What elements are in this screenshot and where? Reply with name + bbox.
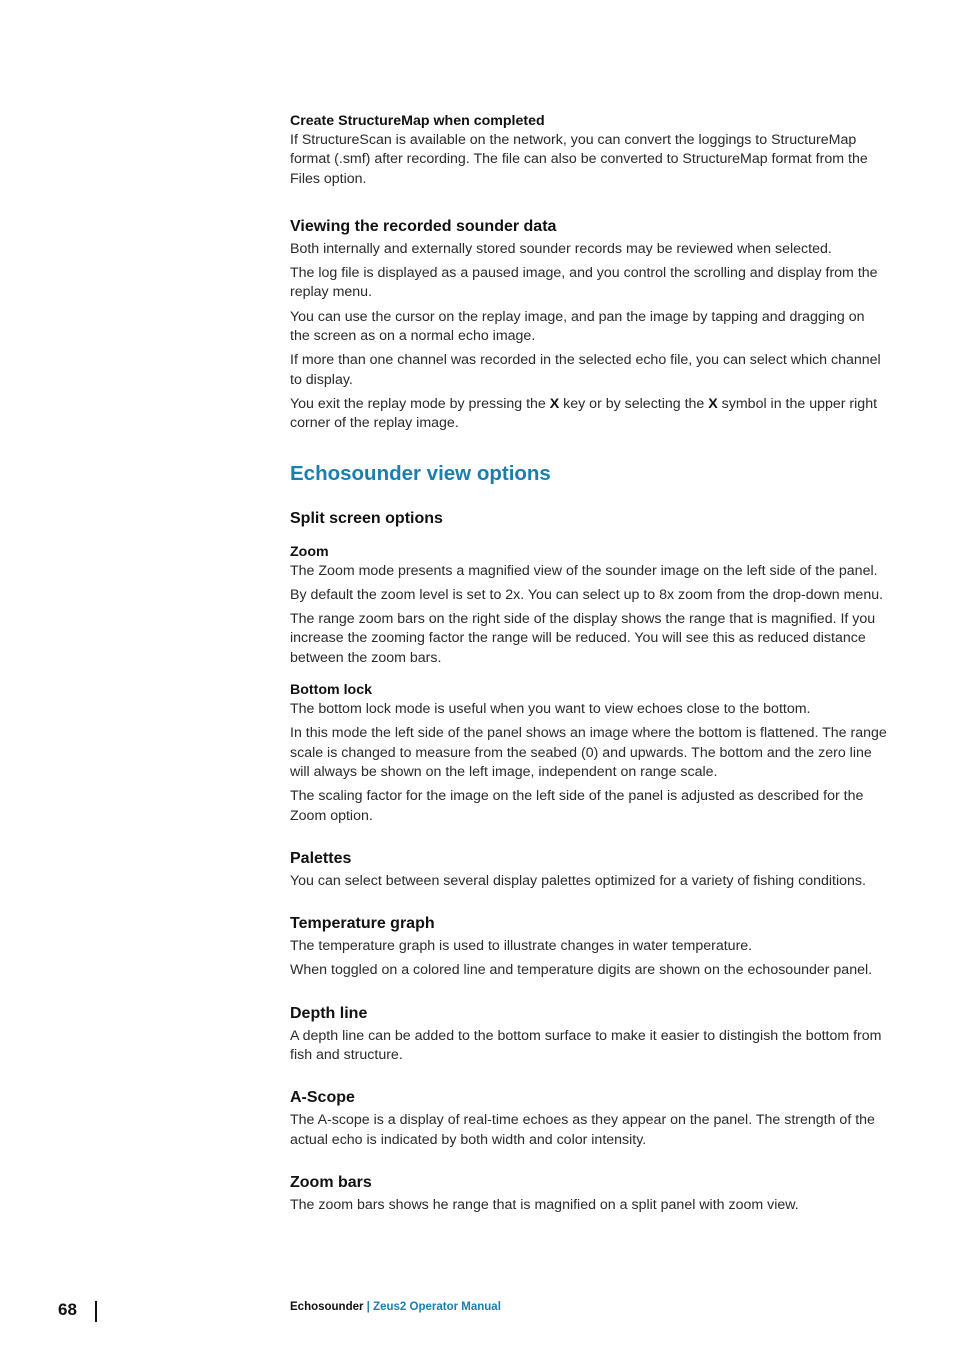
paragraph: The Zoom mode presents a magnified view of the sounder image on the left side of the panel. bbox=[290, 562, 878, 579]
text-fragment: symbol in the upper right corner of the replay image. bbox=[290, 395, 878, 432]
paragraph: By default the zoom level is set to 2x. You can select up to 8x zoom from the drop-down menu. bbox=[290, 586, 884, 603]
heading-viewing-recorded-data: Viewing the recorded sounder data bbox=[290, 217, 557, 235]
heading-depth-line: Depth line bbox=[290, 1004, 368, 1022]
footer-section: Echosounder bbox=[290, 1301, 364, 1313]
paragraph: If StructureScan is available on the network, you can convert the loggings to StructureMap format (.smf) after recording. The file can also be converted to StructureMap format from the Files option. bbox=[290, 132, 868, 187]
paragraph: In this mode the left side of the panel shows an image where the bottom is flattened. The range scale is changed to measure from the seabed (0) and upwards. The bottom and the zero line will always be shown on the left image, independent on range scale. bbox=[290, 725, 887, 780]
page-number: 68 bbox=[58, 1300, 77, 1319]
paragraph: You can select between several display palettes optimized for a variety of fishing conditions. bbox=[290, 872, 866, 889]
text-fragment: key or by selecting the bbox=[559, 395, 709, 412]
paragraph: The bottom lock mode is useful when you want to view echoes close to the bottom. bbox=[290, 701, 811, 718]
heading-split-screen: Split screen options bbox=[290, 509, 443, 527]
section-title: Echosounder view options bbox=[290, 461, 551, 485]
paragraph: The A-scope is a display of real-time echoes as they appear on the panel. The strength of the actual echo is indicated by both width and color intensity. bbox=[290, 1112, 875, 1148]
paragraph: The zoom bars shows he range that is magnified on a split panel with zoom view. bbox=[290, 1196, 799, 1213]
heading-temperature-graph: Temperature graph bbox=[290, 915, 435, 933]
footer-separator: | bbox=[363, 1301, 374, 1313]
heading-zoom-bars: Zoom bars bbox=[290, 1173, 372, 1191]
paragraph: When toggled on a colored line and temperature digits are shown on the echosounder panel. bbox=[290, 962, 873, 979]
heading-zoom: Zoom bbox=[290, 543, 329, 560]
paragraph: The scaling factor for the image on the left side of the panel is adjusted as described for the Zoom option. bbox=[290, 788, 864, 824]
footer-running-title bbox=[290, 1301, 501, 1313]
paragraph: The temperature graph is used to illustrate changes in water temperature. bbox=[290, 938, 753, 955]
paragraph: You can use the cursor on the replay image, and pan the image by tapping and dragging on the screen as on a normal echo image. bbox=[290, 308, 865, 345]
page-content bbox=[290, 112, 888, 1220]
paragraph-exit-replay bbox=[290, 395, 888, 434]
paragraph: If more than one channel was recorded in the selected echo file, you can select which channel to display. bbox=[290, 352, 881, 388]
paragraph: Both internally and externally stored sounder records may be reviewed when selected. bbox=[290, 240, 832, 257]
heading-bottom-lock: Bottom lock bbox=[290, 682, 372, 699]
key-x: X bbox=[549, 395, 560, 412]
text-fragment: You exit the replay mode by pressing the bbox=[290, 395, 550, 412]
heading-create-structuremap: Create StructureMap when completed bbox=[290, 113, 545, 129]
heading-a-scope: A-Scope bbox=[290, 1089, 355, 1107]
footer-manual-title: Zeus2 Operator Manual bbox=[373, 1301, 501, 1313]
footer-divider bbox=[95, 1301, 97, 1322]
key-x: X bbox=[708, 395, 718, 412]
paragraph: A depth line can be added to the bottom surface to make it easier to distingish the bottom from fish and structure. bbox=[290, 1027, 882, 1064]
paragraph: The range zoom bars on the right side of the display shows the range that is magnified. If you increase the zooming factor the range will be reduced. You will see this as reduced distance between the zoom bars. bbox=[290, 611, 876, 666]
heading-palettes: Palettes bbox=[290, 849, 352, 867]
paragraph: The log file is displayed as a paused image, and you control the scrolling and display from the replay menu. bbox=[290, 265, 878, 301]
